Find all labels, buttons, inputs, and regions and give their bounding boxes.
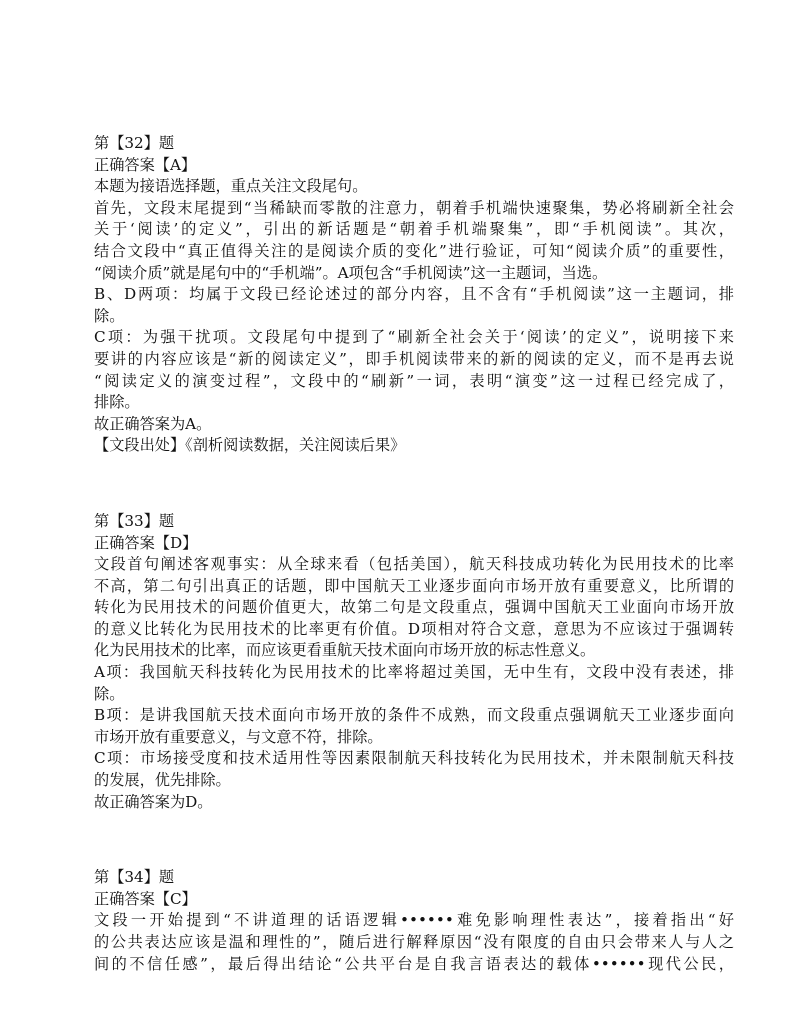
explanation-line: “阅读定义的演变过程”，文段中的“刷新”一词，表明“演变”这一过程已经完成了，	[94, 371, 734, 390]
explanation-line: 的公共表达应该是温和理性的”，随后进行解释原因“没有限度的自由只会带来人与人之	[94, 933, 734, 951]
question-33	[94, 511, 734, 813]
document-page	[94, 133, 734, 975]
answer-conclusion: 故正确答案为A。	[94, 414, 212, 433]
source-citation: 【文段出处】《剖析阅读数据，关注阅读后果》	[94, 436, 406, 455]
question-number: 第【32】题	[94, 134, 175, 152]
question-34	[94, 867, 734, 975]
explanation-line: C项：为强干扰项。文段尾句中提到了“刷新全社会关于‘阅读’的定义”，说明接下来	[94, 328, 734, 347]
explanation-line: 结合文段中“真正值得关注的是阅读介质的变化”进行验证，可知“阅读介质”的重要性，	[94, 241, 734, 260]
question-number: 第【34】题	[94, 868, 175, 887]
explanation-line: 关于‘阅读’的定义”，引出的新话题是“朝着手机端聚集”，即“手机阅读”。其次，	[94, 220, 734, 239]
question-32	[94, 133, 734, 457]
explanation-line: 不高，第二句引出真正的话题，即中国航天工业逐步面向市场开放有重要意义，比所谓的	[94, 576, 734, 595]
explanation-line: 转化为民用技术的问题价值更大，故第二句是文段重点，强调中国航天工业面向市场开放	[94, 598, 734, 617]
explanation-line: “阅读介质”就是尾句中的“手机端”。A项包含“手机阅读”这一主题词，当选。	[94, 263, 608, 282]
explanation-line: 化为民用技术的比率，而应该更看重航天技术面向市场开放的标志性意义。	[94, 641, 596, 660]
question-number: 第【33】题	[94, 511, 175, 530]
explanation-line: A项：我国航天科技转化为民用技术的比率将超过美国，无中生有，文段中没有表述，排	[94, 663, 734, 682]
correct-answer: 正确答案【A】	[94, 155, 197, 174]
explanation-line: 排除。	[94, 393, 140, 412]
explanation-line: 首先，文段末尾提到“当稀缺而零散的注意力，朝着手机端快速聚集，势必将刷新全社会	[94, 198, 734, 217]
explanation-line: C项：市场接受度和技术适用性等因素限制航天科技转化为民用技术，并未限制航天科技	[94, 749, 734, 768]
explanation-line: 市场开放有重要意义，与文意不符，排除。	[94, 727, 383, 746]
explanation-line: 间的不信任感”，最后得出结论“公共平台是自我言语表达的载体••••••现代公民，	[94, 954, 734, 973]
explanation-line: 除。	[94, 306, 125, 325]
correct-answer: 正确答案【C】	[94, 889, 197, 908]
answer-conclusion: 故正确答案为D。	[94, 792, 213, 811]
explanation-line: 的意义比转化为民用技术的比率更有价值。D项相对符合文意，意思为不应该过于强调转	[94, 619, 734, 638]
explanation-line: 文段一开始提到“不讲道理的话语逻辑••••••难免影响理性表达”，接着指出“好	[94, 911, 734, 930]
explanation-line: 除。	[94, 684, 125, 703]
explanation-line: 本题为接语选择题，重点关注文段尾句。	[94, 177, 368, 196]
explanation-line: B、D两项：均属于文段已经论述过的部分内容，且不含有“手机阅读”这一主题词，排	[94, 285, 734, 304]
explanation-line: 文段首句阐述客观事实：从全球来看（包括美国），航天科技成功转化为民用技术的比率	[94, 555, 734, 574]
explanation-line: B项：是讲我国航天技术面向市场开放的条件不成熟，而文段重点强调航天工业逐步面向	[94, 706, 734, 725]
explanation-line: 的发展，优先排除。	[94, 771, 231, 790]
correct-answer: 正确答案【D】	[94, 533, 198, 552]
explanation-line: 要讲的内容应该是“新的阅读定义”，即手机阅读带来的新的阅读的定义，而不是再去说	[94, 349, 734, 368]
